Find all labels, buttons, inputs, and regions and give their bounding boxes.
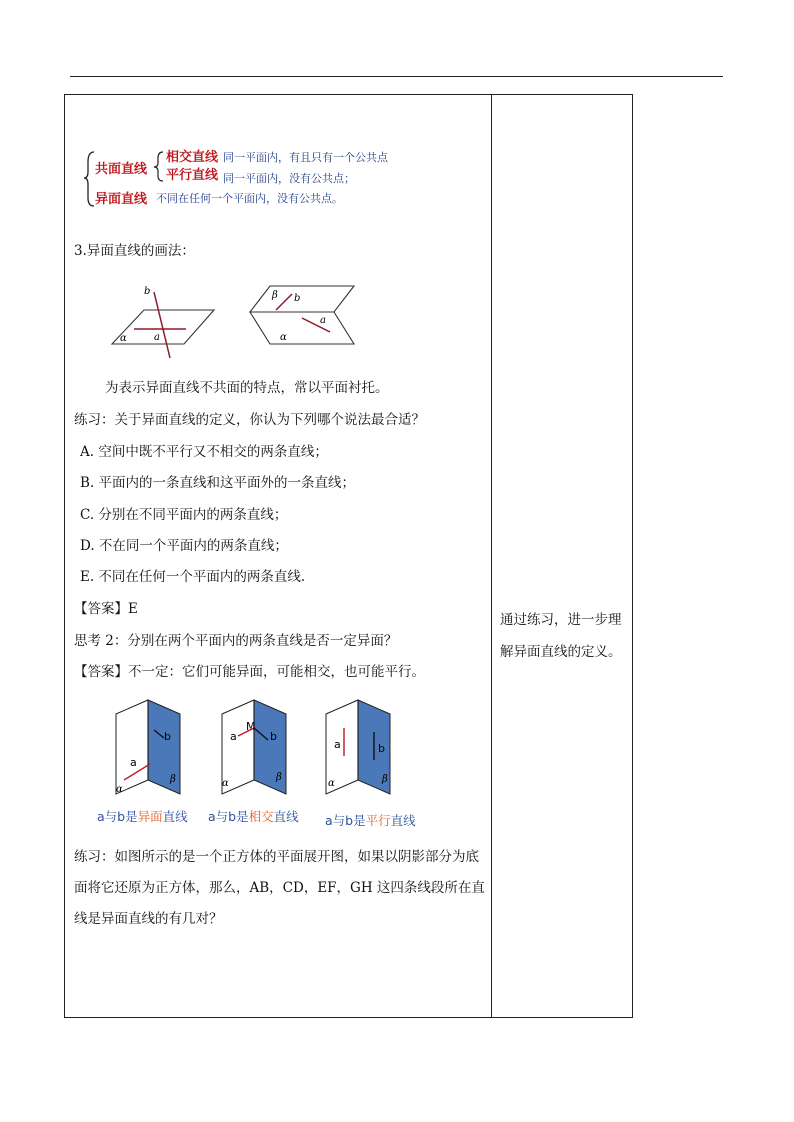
- caption-intersecting: a与b是相交直线: [208, 809, 299, 824]
- side-column: [494, 96, 631, 1016]
- intersecting-label: 相交直线: [166, 150, 219, 165]
- caption-skew: a与b是异面直线: [97, 809, 188, 824]
- exercise-2-line-2: 面将它还原为正方体，那么，AB，CD，EF，GH 这四条线段所在直: [74, 880, 485, 896]
- skew-drawing-two-planes: [248, 282, 368, 352]
- figure-parallel-lines: [322, 698, 400, 798]
- fig-par-a: a: [334, 738, 341, 751]
- fig-int-a: a: [230, 730, 237, 743]
- think-2-question: 思考 2：分别在两个平面内的两条直线是否一定异面？: [74, 633, 398, 649]
- exercise-2-line-1: 练习：如图所示的是一个正方体的平面展开图，如果以阴影部分为底: [74, 849, 479, 865]
- option-a: A. 空间中既不平行又不相交的两条直线；: [80, 444, 328, 460]
- parallel-desc: 同一平面内，没有公共点；: [223, 172, 355, 185]
- fig-int-beta: β: [276, 772, 282, 783]
- fig2-label-alpha: α: [280, 332, 287, 343]
- fig-int-m: M: [246, 720, 256, 733]
- option-b: B. 平面内的一条直线和这平面外的一条直线；: [80, 475, 356, 491]
- header-rule: [70, 76, 723, 77]
- side-note-line-1: 通过练习，进一步理: [500, 612, 622, 628]
- option-e: E. 不同在任何一个平面内的两条直线.: [80, 569, 306, 585]
- fig-skew-alpha: α: [116, 784, 123, 795]
- exercise-2-line-3: 线是异面直线的有几对？: [74, 911, 223, 927]
- fig2-label-b: b: [294, 293, 301, 304]
- coplanar-label: 共面直线: [95, 162, 148, 177]
- column-divider: [491, 94, 492, 1018]
- figure-skew-lines: [112, 698, 190, 798]
- fig-skew-a: a: [130, 756, 137, 769]
- intersecting-desc: 同一平面内，有且只有一个公共点: [223, 151, 388, 164]
- exercise-1-answer: 【答案】E: [74, 601, 138, 617]
- skew-label: 异面直线: [95, 192, 148, 207]
- fig-skew-beta: β: [170, 774, 176, 785]
- figure-intersecting-lines: [218, 698, 296, 798]
- fig-int-b: b: [270, 730, 277, 743]
- skew-desc: 不同在任何一个平面内，没有公共点。: [156, 192, 343, 205]
- fig2-label-beta: β: [272, 290, 278, 301]
- option-d: D. 不在同一个平面内的两条直线；: [80, 538, 288, 554]
- fig-skew-b: b: [164, 730, 171, 743]
- think-2-answer: 【答案】不一定：它们可能异面，可能相交，也可能平行。: [74, 664, 425, 680]
- parallel-label: 平行直线: [166, 168, 219, 183]
- skew-drawing-single-plane: [108, 282, 228, 364]
- fig1-label-alpha: α: [120, 333, 127, 344]
- fig-int-alpha: α: [222, 778, 229, 789]
- side-note-line-2: 解异面直线的定义。: [500, 644, 622, 660]
- fig1-label-a: a: [154, 332, 160, 343]
- option-c: C. 分别在不同平面内的两条直线；: [80, 507, 288, 523]
- fig-par-alpha: α: [328, 778, 335, 789]
- exercise-1-question: 练习：关于异面直线的定义，你认为下列哪个说法最合适？: [74, 412, 425, 428]
- fig-par-b: b: [378, 742, 385, 755]
- fig2-label-a: a: [320, 315, 326, 326]
- caption-parallel: a与b是平行直线: [325, 813, 416, 828]
- drawing-note: 为表示异面直线不共面的特点，常以平面衬托。: [105, 380, 389, 396]
- section-3-heading: 3.异面直线的画法：: [74, 243, 195, 259]
- fig-par-beta: β: [382, 774, 388, 785]
- fig1-label-b: b: [144, 286, 151, 297]
